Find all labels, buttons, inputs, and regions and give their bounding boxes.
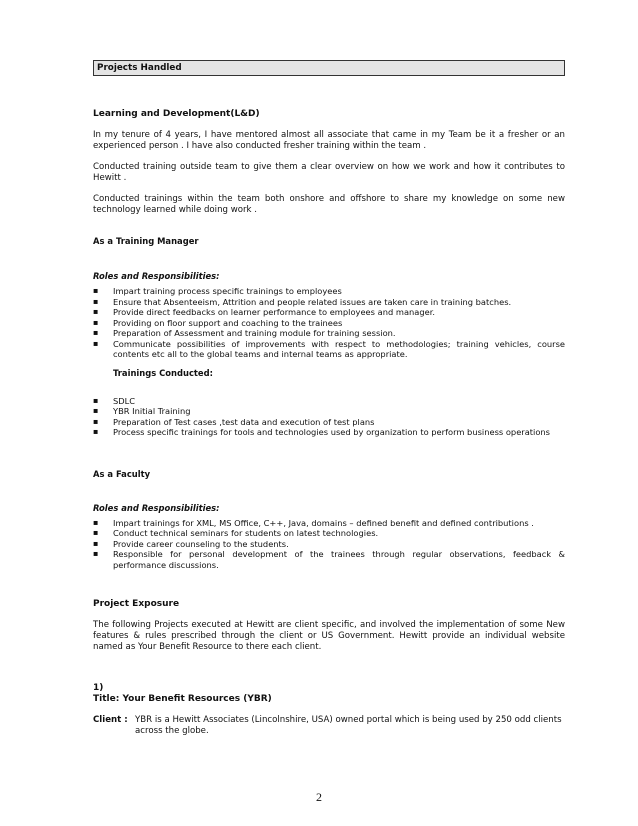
client-text: YBR is a Hewitt Associates (Lincolnshire, USA) owned portal which is being used by 250 odd clients across the globe. — [135, 715, 562, 736]
project-client — [93, 715, 565, 737]
ld-heading: Learning and Development(L&D) — [93, 109, 260, 119]
list-item: ▪ Impart training process specific trainings to employees — [93, 286, 565, 297]
section-title: Projects Handled — [93, 60, 565, 76]
page-number: 2 — [316, 790, 322, 804]
faculty-roles-heading: Roles and Responsibilities: — [93, 502, 220, 513]
ld-paragraph-2: Conducted training outside team to give them a clear overview on how we work and how it contributes to Hewitt . — [93, 162, 565, 183]
ld-paragraph-1: In my tenure of 4 years, I have mentored almost all associate that came in my Team be it a fresher or an experienced person . I have also conducted fresher training within the team . — [93, 130, 565, 151]
list-item: ▪ Process specific trainings for tools and technologies used by organization to perform business operations — [93, 427, 565, 438]
project-number: 1) — [93, 683, 104, 693]
list-item: ▪ Responsible for personal development of the trainees through regular observations, feedback & performance discussions. — [93, 549, 565, 570]
faculty-roles-list — [93, 518, 565, 571]
list-item: ▪ SDLC — [93, 396, 565, 407]
list-item: ▪ Providing on floor support and coaching to the trainees — [93, 318, 565, 329]
list-item: ▪ Provide career counseling to the students. — [93, 539, 565, 550]
list-item: ▪ Communicate possibilities of improvements with respect to methodologies; training vehicles, course contents etc all to the global teams and internal teams as appropriate. — [93, 339, 565, 360]
tm-roles-heading: Roles and Responsibilities: — [93, 271, 220, 281]
project-exposure-heading: Project Exposure — [93, 599, 180, 609]
ld-paragraph-3: Conducted trainings within the team both onshore and offshore to share my knowledge on some new technology learned while doing work . — [93, 194, 565, 215]
tm-roles-list — [93, 286, 565, 360]
project-title: Title: Your Benefit Resources (YBR) — [93, 694, 272, 704]
trainings-heading: Trainings Conducted: — [113, 367, 213, 378]
training-manager-heading: As a Training Manager — [93, 236, 199, 246]
list-item: ▪ YBR Initial Training — [93, 406, 565, 417]
list-item: ▪ Impart trainings for XML, MS Office, C++, Java, domains – defined benefit and defined contributions . — [93, 518, 565, 529]
faculty-heading: As a Faculty — [93, 468, 151, 479]
list-item: ▪ Ensure that Absenteeism, Attrition and people related issues are taken care in training batches. — [93, 297, 565, 308]
list-item: ▪ Provide direct feedbacks on learner performance to employees and manager. — [93, 307, 565, 318]
client-label: Client : — [93, 715, 128, 725]
document-page — [93, 60, 565, 737]
project-exposure-paragraph: The following Projects executed at Hewitt are client specific, and involved the implementation of some New features & rules prescribed through the client or US Government. Hewitt provide an individual website named as Your Benefit Resource to there each client. — [93, 620, 565, 652]
list-item: ▪ Preparation of Test cases ,test data and execution of test plans — [93, 417, 565, 428]
list-item: ▪ Preparation of Assessment and training module for training session. — [93, 328, 565, 339]
trainings-list — [93, 396, 565, 438]
list-item: ▪ Conduct technical seminars for students on latest technologies. — [93, 528, 565, 539]
